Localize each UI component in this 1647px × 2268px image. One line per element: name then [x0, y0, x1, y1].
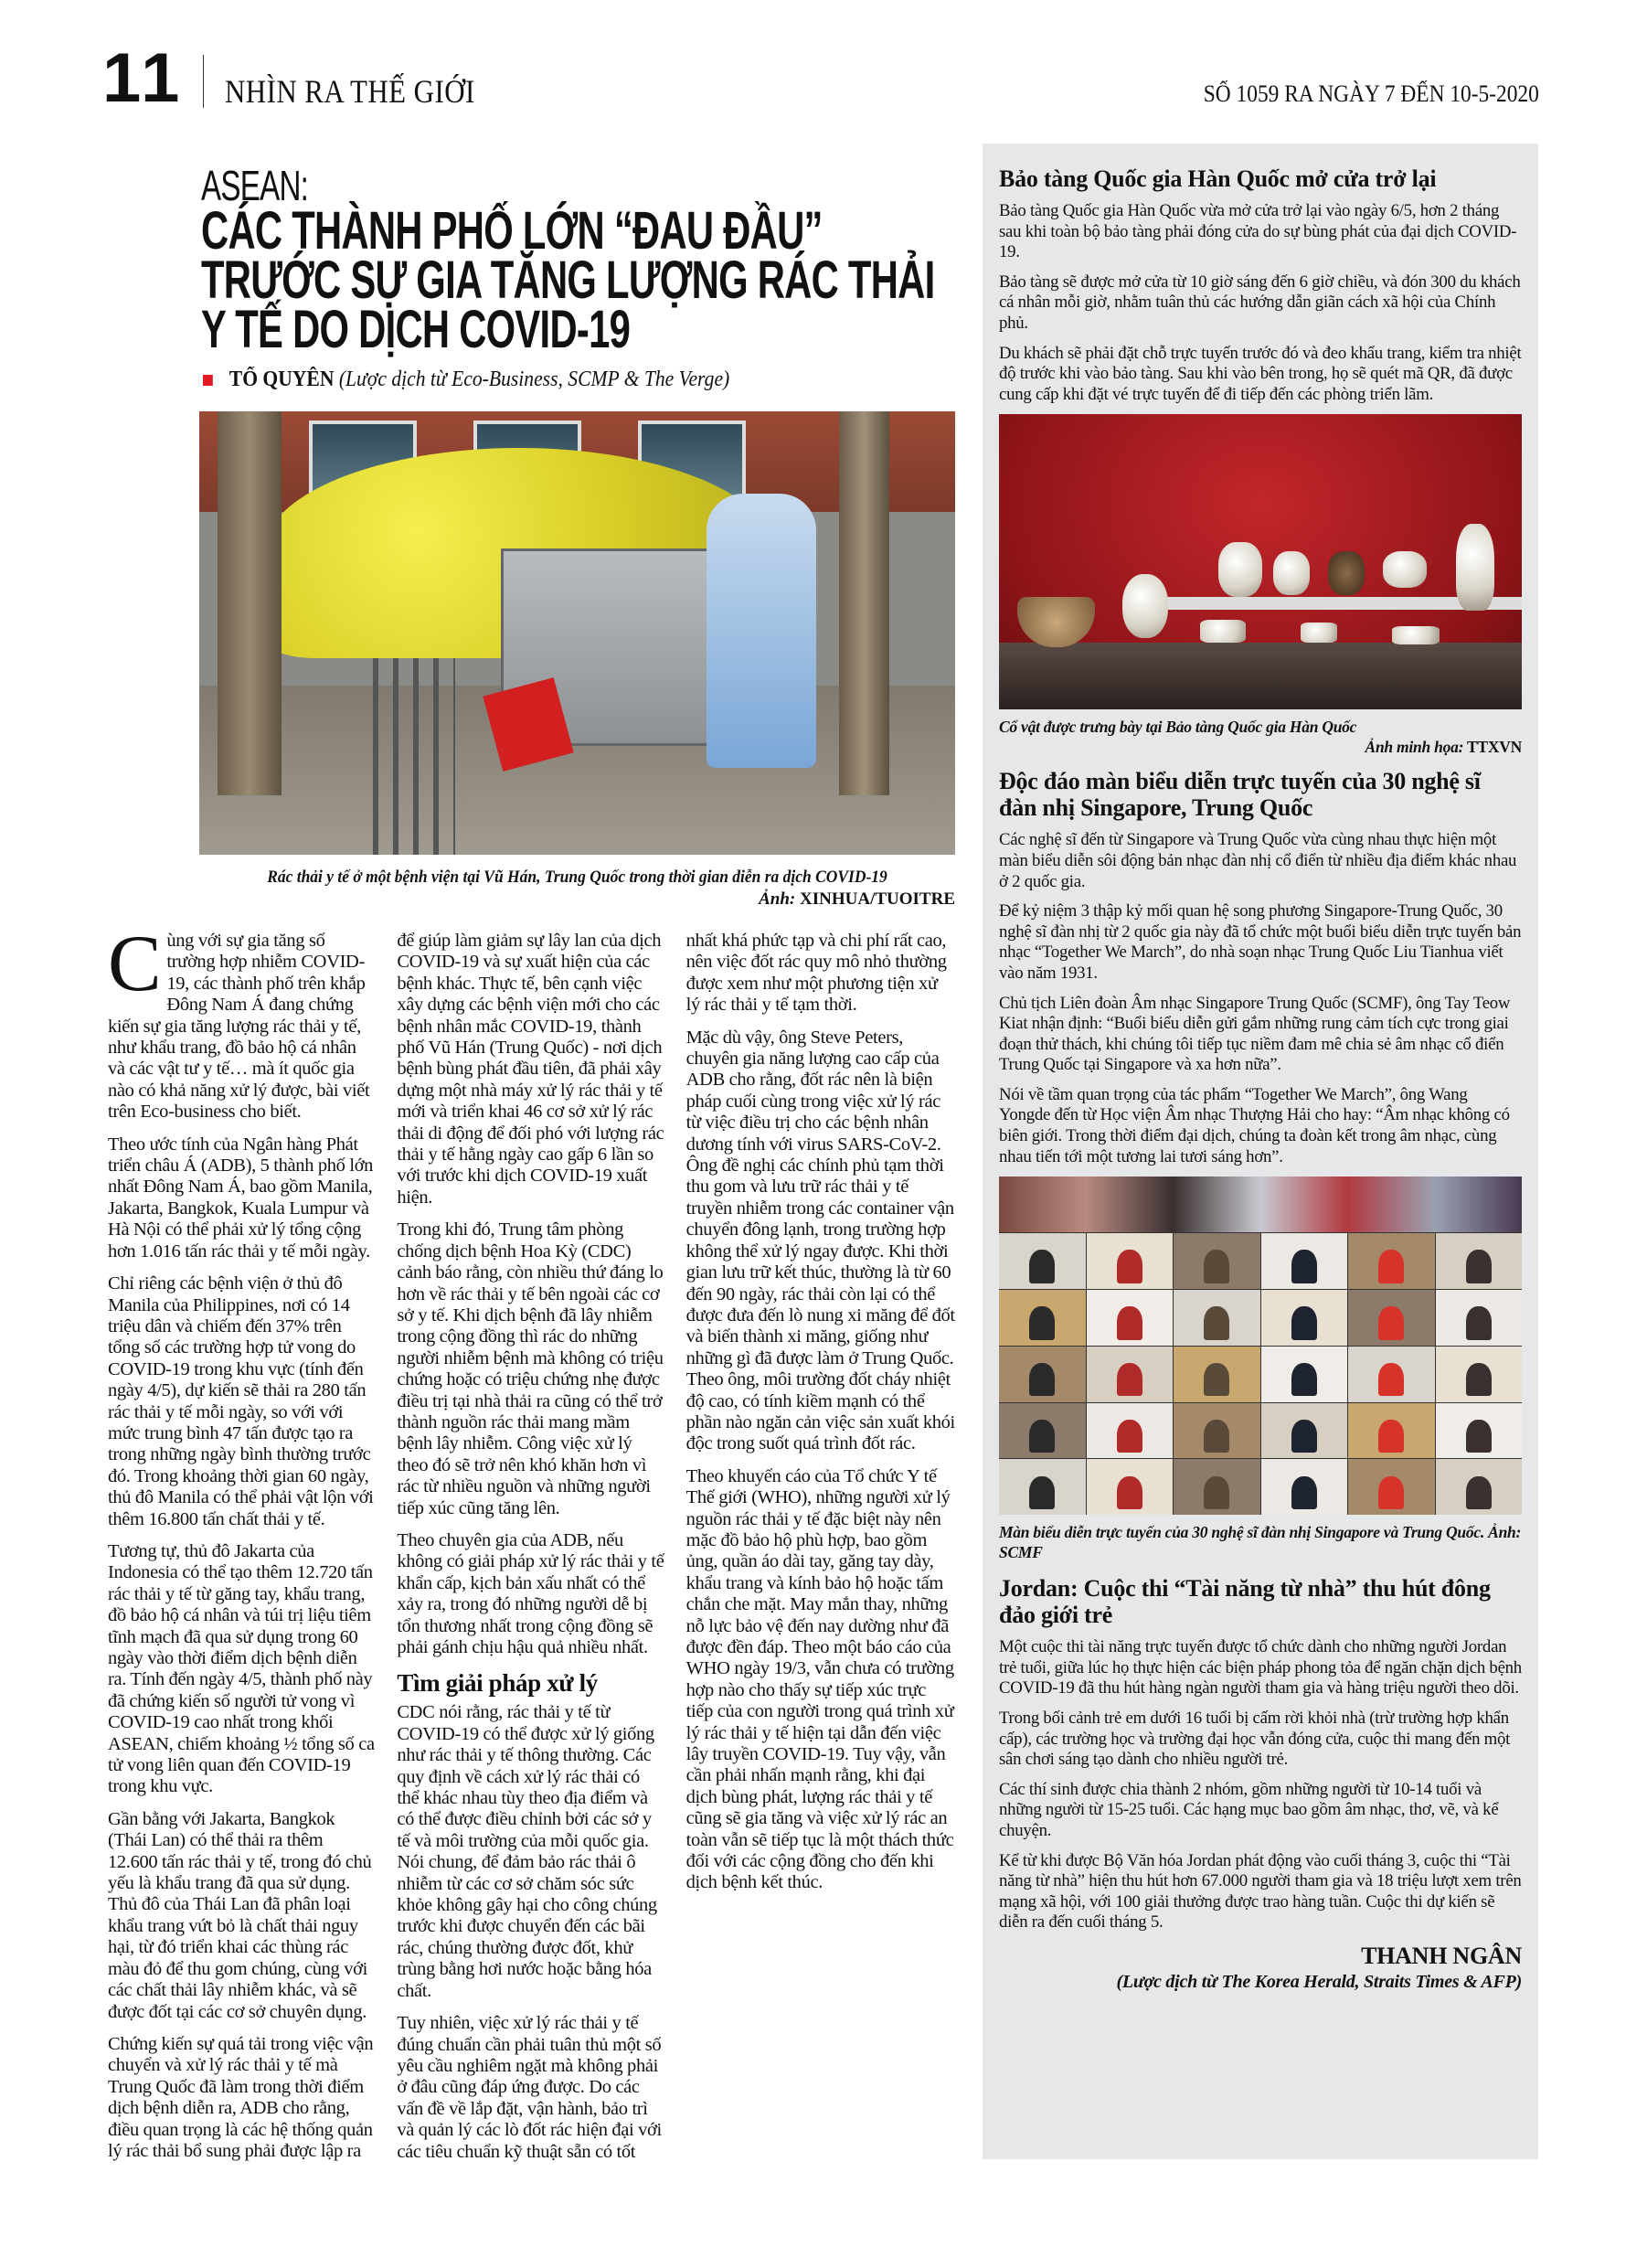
performer-tile	[1348, 1233, 1435, 1289]
museum-photo-caption: Cổ vật được trưng bày tại Bảo tàng Quốc gia Hàn Quốc	[999, 718, 1357, 737]
article-paragraph: Tuy nhiên, việc xử lý rác thải y tế đúng chuẩn cần phải tuân thủ một số yêu cầu nghiêm ngặt mà không phải ở đâu cũng đáp ứng được. Do các vấn đề về lắp đặt, vận hành, bảo trì và quản lý các lò đốt rác hiện đại với các tiêu chuẩn kỹ thuật sẵn có tốt nhất khá phức tạp và chi phí rất cao, nên việc đốt rác quy mô nhỏ thường được xem như một phương tiện xử lý rác thải y tế tạm thời.	[397, 931, 947, 2162]
performer-tile	[1087, 1290, 1174, 1346]
performer-figure	[1204, 1363, 1229, 1397]
performer-figure	[1029, 1476, 1055, 1509]
header-divider	[203, 55, 204, 108]
performer-tile	[1436, 1459, 1523, 1515]
sidebar-news-box	[983, 144, 1538, 2159]
story3-paragraph: Một cuộc thi tài năng trực tuyến được tổ chức dành cho những người Jordan trẻ tuổi, giữa lúc họ thực hiện các biện pháp phong tỏa để ngăn chặn dịch bệnh COVID-19 đã thu hút hàng ngàn người tham gia và hàng triệu người theo dõi.	[999, 1637, 1522, 1698]
performer-tile	[1087, 1403, 1174, 1459]
performer-figure	[1466, 1363, 1492, 1397]
article-paragraph: Chỉ riêng các bệnh viện ở thủ đô Manila của Philippines, nơi có 14 triệu dân và chiếm đến 37% trên tổng số các trường hợp tử vong do COVID-19 trong khu vực (tính đến ngày 4/5), dự kiến sẽ thải ra 280 tấn rác thải y tế mỗi ngày, so với với mức trung bình 47 tấn được tạo ra trong những ngày bình thường trước đó. Trong khoảng thời gian 60 ngày, thủ đô Manila có thể phải vật lộn với thêm 16.800 tấn chất thải y tế.	[108, 1273, 374, 1529]
article-headline	[201, 201, 958, 359]
article-paragraph: Theo khuyến cáo của Tổ chức Y tế Thế giới (WHO), những người xử lý nguồn rác thải y tế đặc biệt này nên mặc đồ bảo hộ phù hợp, bao gồm ủng, quần áo dài tay, găng tay dày, khẩu trang và kính bảo hộ hoặc tấm chắn che mặt. May mắn thay, những nỗ lực bảo vệ đến nay dường như đã được đền đáp. Theo một báo cáo của WHO ngày 19/3, vẫn chưa có trường hợp nào cho thấy sự tiếp xúc trực tiếp của con người trong quá trình xử lý rác thải y tế hiện tại dẫn đến việc lây truyền COVID-19. Tuy vậy, vẫn cần phải nhấn mạnh rằng, khi đại dịch bùng phát, lượng rác thải y tế cũng sẽ gia tăng và việc xử lý rác an toàn vẫn sẽ tiếp tục là một thách thức đối với các cộng đồng cho đến khi dịch bệnh kết thúc.	[685, 1465, 954, 1893]
issue-info: SỐ 1059 RA NGÀY 7 ĐẾN 10-5-2020	[1203, 80, 1539, 107]
performer-tile	[1436, 1347, 1523, 1402]
performer-figure	[1466, 1250, 1492, 1283]
performer-tile	[999, 1233, 1086, 1289]
story2-paragraph: Nói về tầm quan trọng của tác phẩm “Together We March”, ông Wang Yongde đến từ Học viện Âm nhạc Thượng Hải cho hay: “Âm nhạc không có biên giới. Trong thời điểm đại dịch, chúng ta đoàn kết trong âm nhạc, cùng nhau tiến tới một tương lai tươi sáng hơn”.	[999, 1084, 1510, 1166]
performer-figure	[1204, 1420, 1229, 1453]
credit-text: XINHUA/TUOITRE	[800, 889, 955, 909]
article-paragraph: Chứng kiến sự quá tải trong việc vận chuyển và xử lý rác thải y tế mà Trung Quốc đã làm trong thời điểm dịch bệnh diễn ra, ADB cho rằng, điều quan trọng là các hệ thống quản lý rác thải bổ sung phải được lập ra để giúp làm giảm sự lây lan của dịch COVID-19 và sự xuất hiện của các bệnh khác. Thực tế, bên cạnh việc xây dựng các bệnh viện mới cho các bệnh nhân mắc COVID-19, thành phố Vũ Hán (Trung Quốc) - nơi dịch bệnh bùng phát đầu tiên, đã phải xây dựng một nhà máy xử lý rác thải y tế mới và triển khai 46 cơ sở xử lý rác thải di động để đối phó với lượng rác thải y tế hằng ngày cao gấp 6 lần so với trước khi dịch COVID-19 xuất hiện.	[108, 931, 664, 2161]
performer-tile	[1174, 1459, 1260, 1515]
story3-paragraph: Các thí sinh được chia thành 2 nhóm, gồm những người từ 10-14 tuổi và những người từ 15-25 tuổi. Các hạng mục bao gồm âm nhạc, thơ, vẽ, và kể chuyện.	[999, 1779, 1499, 1840]
red-square-bullet-icon	[203, 375, 213, 386]
article-paragraph: Theo chuyên gia của ADB, nếu không có giải pháp xử lý rác thải y tế khẩn cấp, kịch bản xấu nhất có thể xảy ra, trong đó những người dễ bị tổn thương nhất trong cộng đồng sẽ phải gánh chịu hậu quả nhiều nhất.	[397, 1529, 664, 1657]
performer-tile	[999, 1403, 1086, 1459]
headline-line: TRƯỚC SỰ GIA TĂNG LƯỢNG RÁC THẢI	[201, 250, 935, 310]
performer-figure	[1204, 1250, 1229, 1283]
story3-paragraph: Trong bối cảnh trẻ em dưới 16 tuổi bị cấm rời khỏi nhà (trừ trường hợp khẩn cấp), các trường học và trường đại học vẫn đóng cửa, cuộc thi mang đến một sân chơi sáng tạo dành cho nhiều người trẻ.	[999, 1709, 1511, 1770]
story1-paragraph: Bảo tàng Quốc gia Hàn Quốc vừa mở cửa trở lại vào ngày 6/5, hơn 2 tháng sau khi toàn bộ bảo tàng phải đóng cửa do sự bùng phát của đại dịch COVID-19.	[999, 201, 1517, 262]
story2-paragraph: Để kỷ niệm 3 thập kỷ mối quan hệ song phương Singapore-Trung Quốc, 30 nghệ sĩ đàn nhị từ 2 quốc gia này đã tổ chức một buổi biểu diễn trực tuyến bản nhạc “Together We March”, do nhà soạn nhạc Trung Quốc Liu Tianhua viết vào năm 1931.	[999, 901, 1522, 983]
performer-figure	[1291, 1306, 1317, 1339]
performer-figure	[1378, 1250, 1404, 1283]
article-paragraph: Mặc dù vậy, ông Steve Peters, chuyên gia năng lượng cao cấp của ADB cho rằng, đốt rác nên là biện pháp cuối cùng trong việc xử lý rác từ việc điều trị cho các bệnh nhân dương tính với virus SARS-CoV-2. Ông đề nghị các chính phủ tạm thời thu gom và lưu trữ rác thải y tế truyền nhiễm trong các container vận chuyển đông lạnh, trong trường hợp không thể xử lý ngay được. Khi thời gian lưu trữ kết thúc, thường là từ 60 đến 90 ngày, rác thải còn lại có thể được đưa đến lò nung xi măng để đốt và biến thành xi măng, giống như những gì đã được làm ở Trung Quốc. Theo ông, môi trường đốt cháy nhiệt độ cao, có tính kiềm mạnh có thể phần nào ngăn cản việc sản xuất khói độc trong suốt quá trình đốt rác.	[685, 1027, 955, 1454]
performer-tile	[1174, 1403, 1260, 1459]
performer-tile	[1348, 1347, 1435, 1402]
performer-figure	[1117, 1250, 1142, 1283]
credit-label: Ảnh minh họa:	[1365, 738, 1464, 757]
performer-tile	[1261, 1233, 1348, 1289]
performer-figure	[1466, 1420, 1492, 1453]
story2-paragraph: Các nghệ sĩ đến từ Singapore và Trung Quốc vừa cùng nhau thực hiện một màn biểu diễn sôi động bản nhạc đàn nhị cổ điển từ nhiều địa điểm khác nhau ở 2 quốc gia.	[999, 830, 1517, 891]
performer-tile	[1174, 1347, 1260, 1402]
article-paragraph: Theo ước tính của Ngân hàng Phát triển châu Á (ADB), 5 thành phố lớn nhất Đông Nam Á, bao gồm Manila, Jakarta, Bangkok, Kuala Lumpur và Hà Nội có thể phải xử lý tổng cộng hơn 1.016 tấn rác thải y tế mỗi ngày.	[108, 1134, 374, 1262]
performer-tile	[1436, 1233, 1523, 1289]
performer-figure	[1117, 1363, 1142, 1397]
performer-figure	[1291, 1476, 1317, 1509]
article-body	[108, 931, 955, 2167]
performer-tile	[999, 1347, 1086, 1402]
story2-heading: Độc đáo màn biểu diễn trực tuyến của 30 nghệ sĩ đàn nhị Singapore, Trung Quốc	[999, 768, 1481, 822]
main-photo-caption: Rác thải y tế ở một bệnh viện tại Vũ Hán, Trung Quốc trong thời gian diễn ra dịch COVID-19	[267, 868, 887, 887]
performer-tile	[1436, 1403, 1523, 1459]
performer-figure	[1466, 1306, 1492, 1339]
performer-figure	[1378, 1420, 1404, 1453]
performer-figure	[1291, 1363, 1317, 1397]
headline-line: Y TẾ DO DỊCH COVID-19	[201, 300, 631, 359]
performer-figure	[1029, 1250, 1055, 1283]
performer-figure	[1117, 1476, 1142, 1509]
museum-photo-credit	[999, 737, 1522, 757]
lead-paragraph	[108, 931, 377, 1123]
performers-blurred-banner	[999, 1177, 1522, 1232]
headline-line: CÁC THÀNH PHỐ LỚN “ĐAU ĐẦU”	[201, 201, 823, 261]
performer-tile	[1087, 1233, 1174, 1289]
byline	[203, 366, 729, 393]
lead-text: ùng với sự gia tăng số trường hợp nhiễm COVID-19, các thành phố trên khắp Đông Nam Á đang chứng kiến sự gia tăng lượng rác thải y tế, như khẩu trang, đồ bảo hộ cá nhân và các vật tư y tế… mà ít quốc gia nào có khả năng xử lý được, bài viết trên Eco-business cho biết.	[108, 931, 370, 1123]
performer-tile	[1261, 1403, 1348, 1459]
article-paragraph: Tương tự, thủ đô Jakarta của Indonesia có thể tạo thêm 12.720 tấn rác thải y tế từ găng tay, khẩu trang, đồ bảo hộ cá nhân và túi trị liệu tiêm tĩnh mạch đã qua sử dụng trong 60 ngày vào thời điểm dịch bệnh diễn ra. Tính đến ngày 4/5, thành phố này đã chứng kiến số người tử vong vì COVID-19 cao nhất trong khối ASEAN, chiếm khoảng ½ tổng số ca tử vong liên quan đến COVID-19 trong khu vực.	[108, 1540, 375, 1797]
article-paragraph: Gần bằng với Jakarta, Bangkok (Thái Lan) có thể thải ra thêm 12.600 tấn rác thải y tế, trong đó chủ yếu là khẩu trang đã qua sử dụng. Thủ đô của Thái Lan đã phân loại khẩu trang vứt bỏ là chất thải nguy hại, từ đó triển khai các thùng rác màu đỏ để thu gom chúng, cùng với các chất thải lây nhiễm khác, và sẽ được đốt tại các cơ sở chuyên dụng.	[108, 1808, 372, 2022]
story3-heading: Jordan: Cuộc thi “Tài năng từ nhà” thu hút đông đảo giới trẻ	[999, 1575, 1491, 1629]
performer-tile	[1261, 1290, 1348, 1346]
museum-artifacts-photo	[999, 414, 1522, 709]
article-paragraph: CDC nói rằng, rác thải y tế từ COVID-19 có thể được xử lý giống như rác thải y tế thông thường. Các quy định về cách xử lý rác thải có thể khác nhau tùy theo địa điểm và có thể được điều chỉnh bởi các sở y tế và môi trường của mỗi quốc gia. Nói chung, để đảm bảo rác thải ô nhiễm từ các cơ sở chăm sóc sức khỏe không gây hại cho công chúng trước khi được chuyển đến các bãi rác, chúng thường được đốt, khử trùng bằng hơi nước hoặc bằng hóa chất.	[397, 1702, 657, 2001]
performer-figure	[1291, 1420, 1317, 1453]
story1-paragraph: Bảo tàng sẽ được mở cửa từ 10 giờ sáng đến 6 giờ chiều, và đón 300 du khách cá nhân mỗi giờ, nhằm tuân thủ các hướng dẫn giãn cách xã hội của Chính phủ.	[999, 272, 1521, 333]
performer-tile	[1261, 1347, 1348, 1402]
story1-paragraph: Du khách sẽ phải đặt chỗ trực tuyến trước đó và đeo khẩu trang, kiểm tra nhiệt độ trước khi vào bảo tàng. Sau khi vào bên trong, họ sẽ quét mã QR, đã được cung cấp khi đặt vé trực tuyến để đi tiếp đến các phòng triển lãm.	[999, 343, 1522, 404]
performers-photo-caption: Màn biểu diễn trực tuyến của 30 nghệ sĩ đàn nhị Singapore và Trung Quốc. Ảnh: SCMF	[999, 1523, 1522, 1562]
performer-tile	[1174, 1233, 1260, 1289]
story3-paragraph: Kể từ khi được Bộ Văn hóa Jordan phát động vào cuối tháng 3, cuộc thi “Tài năng từ nhà” hiện thu hút hơn 67.000 người tham gia và 18 triệu lượt xem trên mạng xã hội, với 100 giải thưởng được trao hàng tuần. Cuộc thi dự kiến sẽ diễn ra đến cuối tháng 5.	[999, 1850, 1522, 1933]
performer-tile	[999, 1290, 1086, 1346]
section-title: NHÌN RA THẾ GIỚI	[225, 73, 475, 110]
credit-text: TTXVN	[1466, 738, 1522, 757]
main-photo-medical-waste	[199, 411, 955, 855]
page-number: 11	[102, 39, 184, 117]
performer-tile	[1087, 1347, 1174, 1402]
performer-figure	[1204, 1476, 1229, 1509]
story2-paragraph: Chủ tịch Liên đoàn Âm nhạc Singapore Trung Quốc (SCMF), ông Tay Teow Kiat nhận định: “Buổi biểu diễn gửi gắm những rung cảm tích cực trong giai đoạn thử thách, khi chúng tôi tiếp tục niềm đam mê chia sẻ âm nhạc cổ điển Trung Quốc tại Singapore và xa hơn nữa”.	[999, 993, 1511, 1075]
performer-tile	[1348, 1403, 1435, 1459]
article-paragraph: Trong khi đó, Trung tâm phòng chống dịch bệnh Hoa Kỳ (CDC) cảnh báo rằng, còn nhiều thứ đáng lo hơn về rác thải y tế bên ngoài các cơ sở y tế. Khi dịch bệnh đã lây nhiễm trong cộng đồng thì rác do những người nhiễm bệnh mà không có triệu chứng hoặc có triệu chứng nhẹ được điều trị tại nhà thải ra cũng có thể trở thành nguồn rác thải mang mầm bệnh lây nhiễm. Công việc xử lý theo đó sẽ trở nên khó khăn hơn vì rác từ nhiều nguồn và những người tiếp xúc cũng tăng lên.	[397, 1219, 664, 1518]
credit-label: Ảnh:	[759, 889, 796, 909]
performer-tile	[1436, 1290, 1523, 1346]
performer-figure	[1117, 1306, 1142, 1339]
performer-figure	[1204, 1306, 1229, 1339]
performer-tile	[1174, 1290, 1260, 1346]
performer-figure	[1378, 1363, 1404, 1397]
performer-tile	[1261, 1459, 1348, 1515]
performer-figure	[1029, 1306, 1055, 1339]
erhu-performers-photo	[999, 1177, 1522, 1515]
performer-tile	[1348, 1459, 1435, 1515]
sidebar-source-note: (Lược dịch từ The Korea Herald, Straits Times & AFP)	[1116, 1971, 1522, 1992]
source-note: (Lược dịch từ Eco-Business, SCMP & The Verge)	[338, 367, 730, 391]
performer-tile	[1348, 1290, 1435, 1346]
performer-figure	[1378, 1476, 1404, 1509]
performer-figure	[1029, 1420, 1055, 1453]
author-name: TỐ QUYÊN	[228, 367, 335, 391]
main-photo-credit	[759, 889, 955, 910]
performer-figure	[1466, 1476, 1492, 1509]
performer-tile	[999, 1459, 1086, 1515]
performer-figure	[1117, 1420, 1142, 1453]
article-kicker: ASEAN:	[201, 162, 309, 209]
performer-tile	[1087, 1459, 1174, 1515]
performer-figure	[1291, 1250, 1317, 1283]
performer-figure	[1378, 1306, 1404, 1339]
sidebar-author: THANH NGÂN	[1361, 1942, 1522, 1969]
performer-figure	[1029, 1363, 1055, 1397]
story1-heading: Bảo tàng Quốc gia Hàn Quốc mở cửa trở lại	[999, 165, 1437, 192]
article-subheading: Tìm giải pháp xử lý	[397, 1669, 598, 1698]
drop-cap: C	[108, 931, 162, 1008]
